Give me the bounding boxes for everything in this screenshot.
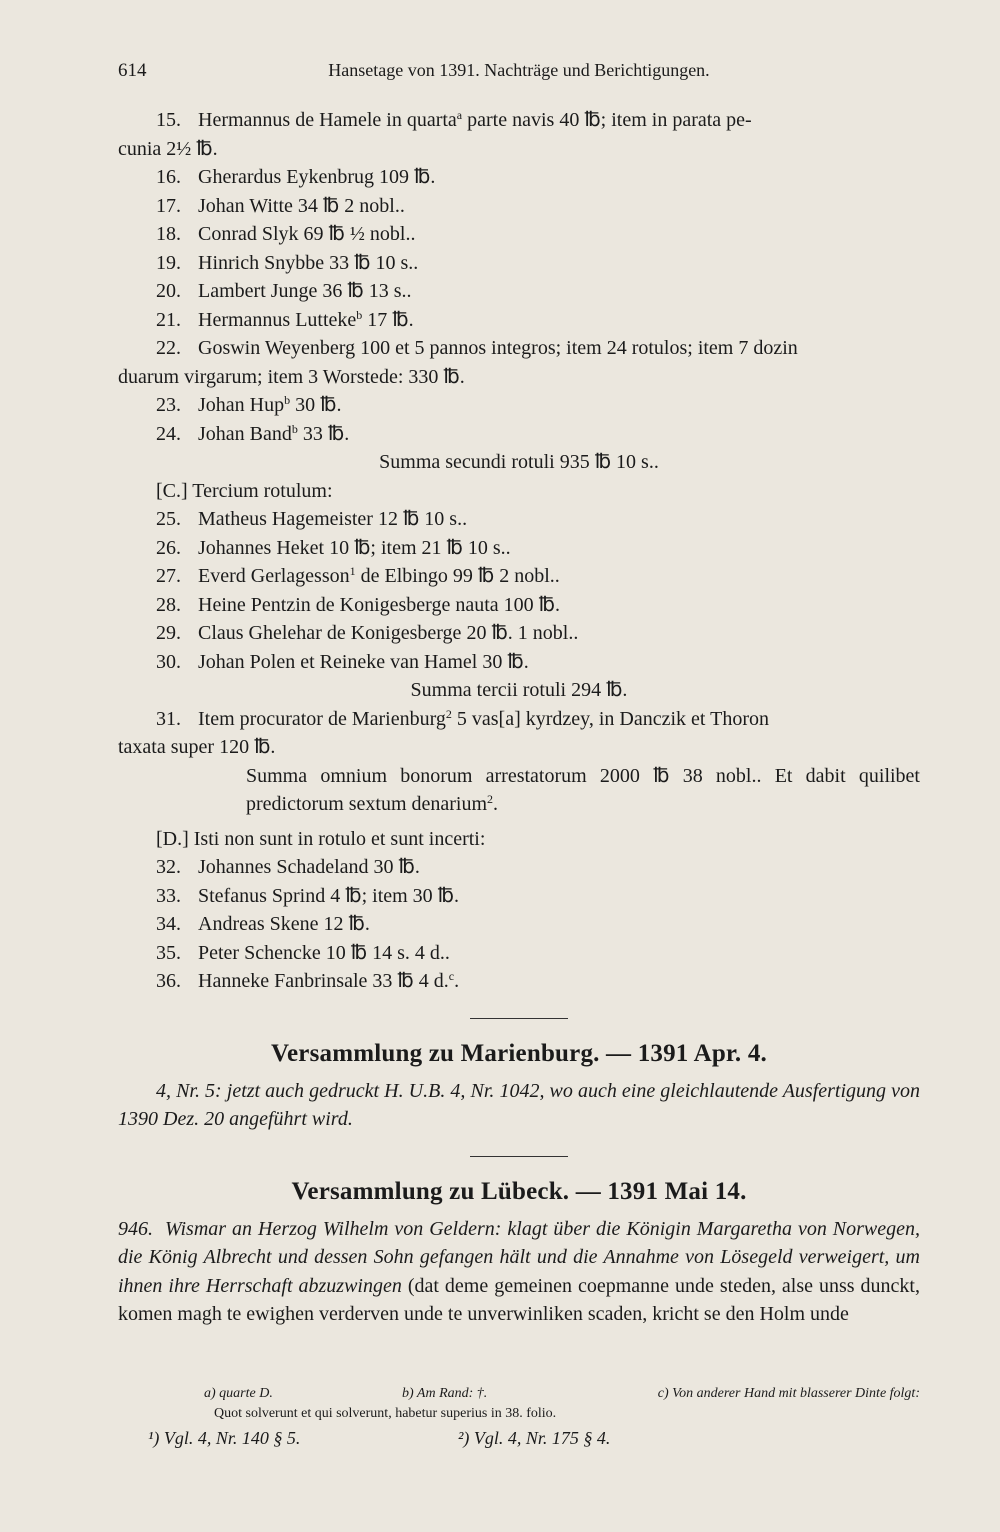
- running-header: [118, 60, 920, 90]
- list-item: 20. Lambert Junge 36 ℔ 13 s..: [156, 280, 412, 302]
- list-item: 33. Stefanus Sprind 4 ℔; item 30 ℔.: [156, 884, 460, 907]
- main-text: [118, 106, 920, 1329]
- section-c-heading: [C.] Tercium rotulum:: [156, 479, 333, 502]
- footnote-1: ¹) Vgl. 4, Nr. 140 § 5.: [148, 1428, 301, 1448]
- page-number: 614: [118, 60, 147, 81]
- list-item: 23. Johan Hup$^b$ 30 ℔.: [156, 393, 342, 416]
- section-divider: [470, 1018, 568, 1019]
- footnotes-variants: [118, 1384, 920, 1424]
- list-item-continuation: duarum virgarum; item 3 Worstede: 330 ℔.: [118, 365, 465, 388]
- footnote-c: c) Von anderer Hand mit blasserer Dinte folgt:: [657, 1386, 920, 1401]
- summa-tercii: Summa tercii rotuli 294 ℔.: [410, 679, 628, 701]
- list-item: 35. Peter Schencke 10 ℔ 14 s. 4 d..: [156, 941, 450, 964]
- footnote-a: a) quarte D.: [204, 1386, 273, 1401]
- list-item: 24. Johan Band$^b$ 33 ℔.: [156, 421, 350, 445]
- section-d-heading: [D.] Isti non sunt in rotulo et sunt incerti:: [156, 827, 486, 850]
- list-item: 19. Hinrich Snybbe 33 ℔ 10 s..: [156, 251, 419, 274]
- document-946: 946. Wismar an Herzog Wilhelm von Geldern: klagt über die Königin Margaretha von Norwegen, die König Albrecht und dessen Sohn gefangen hält und die Annahme von Lösegeld verweigert, um ihnen ihre Herrschaft abzuzwingen (dat deme gemeinen coepmanne unde steden, alse unss dunckt, komen magh te ewighen verderven unde te unverwinliken scaden, kricht se den Holm unde: [118, 1217, 920, 1325]
- heading-luebeck: Versammlung zu Lübeck. — 1391 Mai 14.: [291, 1177, 747, 1205]
- list-item: 30. Johan Polen et Reineke van Hamel 30 ℔.: [156, 650, 529, 673]
- regest-marienburg: 4, Nr. 5: jetzt auch gedruckt H. U.B. 4, Nr. 1042, wo auch eine gleichlautende Ausfertigung von 1390 Dez. 20 angeführt wird.: [118, 1079, 920, 1130]
- list-item: 31. Item procurator de Marienburg$^2$ 5 vas[a] kyrdzey, in Danczik et Thoron: [156, 706, 769, 730]
- list-item: 28. Heine Pentzin de Konigesberge nauta 100 ℔.: [156, 593, 561, 616]
- list-item: 18. Conrad Slyk 69 ℔ ½ nobl..: [156, 223, 416, 245]
- footnote-b: b) Am Rand: †.: [402, 1386, 488, 1401]
- heading-marienburg: Versammlung zu Marienburg. — 1391 Apr. 4.: [271, 1039, 767, 1067]
- list-item: 16. Gherardus Eykenbrug 109 ℔.: [156, 166, 436, 188]
- list-item: 22. Goswin Weyenberg 100 et 5 pannos integros; item 24 rotulos; item 7 dozin: [156, 337, 798, 359]
- entry-list-third-roll: [118, 505, 920, 676]
- footnote-2: ²) Vgl. 4, Nr. 175 § 4.: [458, 1428, 611, 1448]
- list-item-continuation: cunia 2½ ℔.: [118, 137, 218, 160]
- entry-list-uncertain: [118, 853, 920, 996]
- summa-secundi: Summa secundi rotuli 935 ℔ 10 s..: [379, 451, 659, 473]
- list-item: 26. Johannes Heket 10 ℔; item 21 ℔ 10 s..: [156, 536, 511, 559]
- list-item: 25. Matheus Hagemeister 12 ℔ 10 s..: [156, 508, 468, 530]
- list-item: 17. Johan Witte 34 ℔ 2 nobl..: [156, 194, 405, 217]
- running-title: Hansetage von 1391. Nachträge und Berichtigungen.: [328, 60, 710, 80]
- section-divider: [470, 1156, 568, 1157]
- summa-omnium: Summa omnium bonorum arrestatorum 2000 ℔ 38 nobl.. Et dabit quilibet predictorum sextum denarium$^2$.: [246, 764, 920, 815]
- list-item: 34. Andreas Skene 12 ℔.: [156, 913, 370, 935]
- list-item: 32. Johannes Schadeland 30 ℔.: [156, 856, 420, 878]
- entry-list-second-roll: [118, 106, 920, 448]
- list-item: 36. Hanneke Fanbrinsale 33 ℔ 4 d.$^c$.: [156, 969, 460, 992]
- list-item-continuation: taxata super 120 ℔.: [118, 736, 276, 758]
- list-item: 15. Hermannus de Hamele in quarta$^a$ parte navis 40 ℔; item in parata pe-: [156, 108, 752, 131]
- footnote-c-text: Quot solverunt et qui solverunt, habetur superius in 38. folio.: [214, 1406, 557, 1421]
- list-item: 27. Everd Gerlagesson$^1$ de Elbingo 99 ℔ 2 nobl..: [156, 564, 560, 587]
- list-item: 21. Hermannus Lutteke$^b$ 17 ℔.: [156, 307, 414, 331]
- list-item: 29. Claus Ghelehar de Konigesberge 20 ℔. 1 nobl..: [156, 622, 579, 644]
